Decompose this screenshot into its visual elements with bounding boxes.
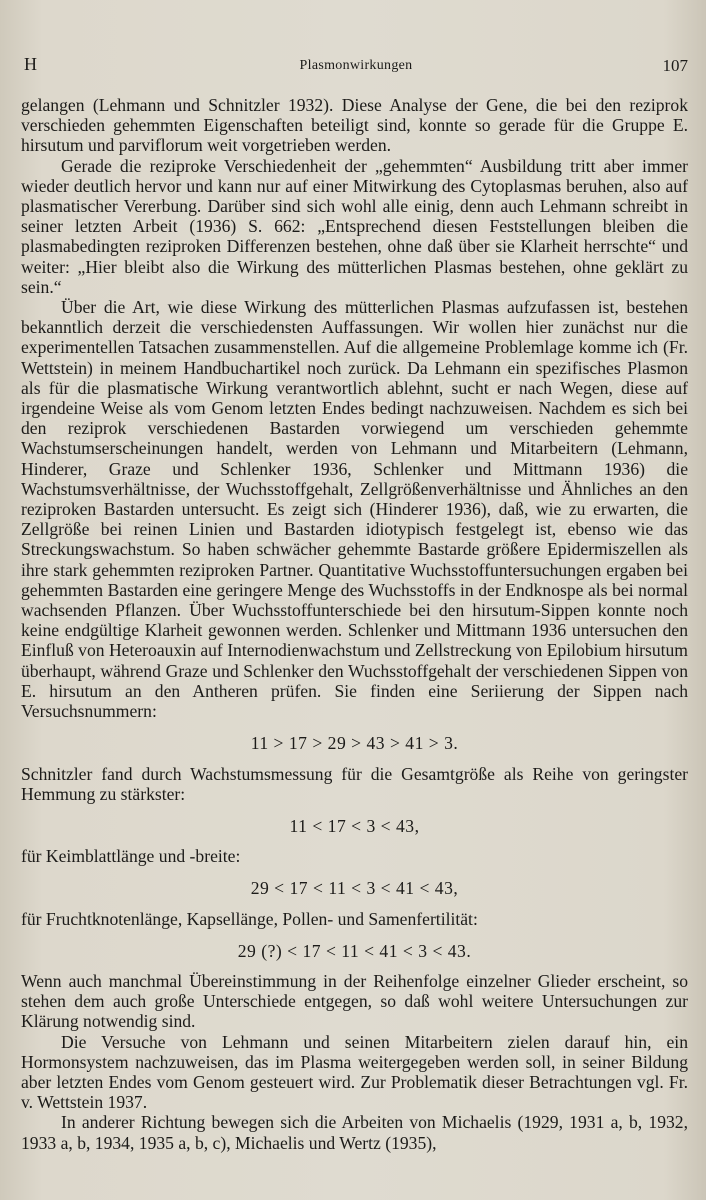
paragraph: In anderer Richtung bewegen sich die Arbeiten von Michaelis (1929, 1931 a, b, 1932, 1933 a, b, 1934, 1935 a, b, c), Michaelis und Wertz (1935), (21, 1112, 688, 1153)
formula-label: für Fruchtknotenlänge, Kapsellänge, Pollen- und Samenfertilität: (21, 908, 478, 929)
body-text (21, 95, 688, 1153)
formula: 11 < 17 < 3 < 43, (289, 815, 420, 836)
formula: 29 (?) < 17 < 11 < 41 < 3 < 43. (237, 940, 472, 961)
page-number: 107 (662, 56, 688, 75)
formula: 11 > 17 > 29 > 43 > 41 > 3. (250, 733, 459, 754)
section-letter: H (24, 54, 37, 74)
paragraph: gelangen (Lehmann und Schnitzler 1932). Diese Analyse der Gene, die bei den reziprok verschieden gehemmten Eigenschaften beteiligt sind, konnte so gerade für die Gruppe E. hirsutum und parviflorum weit vorgetrieben werden. (21, 95, 688, 156)
running-header (24, 54, 688, 82)
paragraph: Schnitzler fand durch Wachstumsmessung für die Gesamtgröße als Reihe von geringster Hemmung zu stärkster: (21, 763, 688, 804)
running-title: Plasmonwirkungen (299, 58, 413, 73)
formula-label: für Keimblattlänge und -breite: (21, 846, 241, 867)
paragraph: Wenn auch manchmal Übereinstimmung in der Reihenfolge einzelner Glieder erscheint, so stehen dem auch große Unterschiede entgegen, so daß wohl weitere Untersuchungen zur Klärung notwendig sind. (21, 970, 688, 1032)
paragraph: Gerade die reziproke Verschiedenheit der „gehemmten“ Ausbildung tritt aber immer wieder deutlich hervor und kann nur auf einer Mitwirkung des Cytoplasmas beruhen, also auf plasmatischer Vererbung. Darüber sind sich wohl alle einig, denn auch Lehmann schreibt in seiner letzten Arbeit (1936) S. 662: „Entsprechend diesen Feststellungen bleiben die plasmabedingten reziproken Differenzen bestehen, ohne daß über sie Klarheit herrschte“ und weiter: „Hier bleibt also die Wirkung des mütterlichen Plasmas bestehen, ohne geklärt zu sein.“ (21, 155, 688, 297)
paragraph: Die Versuche von Lehmann und seinen Mitarbeitern zielen darauf hin, ein Hormonsystem nachzuweisen, das im Plasma weitergegeben werden soll, in seiner Bildung aber letzten Endes vom Genom gesteuert wird. Zur Problematik dieser Betrachtungen vgl. Fr. v. Wettstein 1937. (21, 1031, 688, 1113)
paragraph: Über die Art, wie diese Wirkung des mütterlichen Plasmas aufzufassen ist, bestehen bekanntlich derzeit die verschiedensten Auffassungen. Wir wollen hier zunächst nur die experimentellen Tatsachen zusammenstellen. Auf die allgemeine Problemlage komme ich (Fr. Wettstein) in meinem Handbuchartikel noch zurück. Da Lehmann ein spezifisches Plasmon als für die plasmatische Wirkung verantwortlich ablehnt, sucht er nach Wegen, diese auf irgendeine Weise als vom Genom letzten Endes bedingt nachzuweisen. Nachdem es sich bei den reziprok verschiedenen Bastarden vorwiegend um verschieden gehemmte Wachstumserscheinungen handelt, werden von Lehmann und Mitarbeitern (Lehmann, Hinderer, Graze und Schlenker 1936, Schlenker und Mittmann 1936) die Wachstumsverhältnisse, der Wuchsstoffgehalt, Zellgrößenverhältnisse und Ähnliches an den reziproken Bastarden untersucht. Es zeigt sich (Hinderer 1936), daß, wie zu erwarten, die Zellgröße bei reinen Linien und Bastarden idiotypisch festgelegt ist, ebenso wie das Streckungswachstum. So haben schwächer gehemmte Bastarde größere Epidermiszellen als ihre stark gehemmten reziproken Partner. Quantitative Wuchsstoffuntersuchungen ergaben bei gehemmten Bastarden eine geringere Menge des Wuchsstoffs in der Endknospe als bei normal wachsenden Pflanzen. Über Wuchsstoffunterschiede bei den hirsutum-Sippen konnte noch keine endgültige Klarheit gewonnen werden. Schlenker und Mittmann 1936 untersuchen den Einfluß von Heteroauxin auf Internodienwachstum und Zellstreckung von Epilobium hirsutum überhaupt, während Graze und Schlenker den Wuchsstoffgehalt der verschiedenen Sippen von E. hirsutum an den Antheren prüfen. Sie finden eine Seriierung der Sippen nach Versuchsnummern: (21, 297, 688, 722)
formula: 29 < 17 < 11 < 3 < 41 < 43, (250, 878, 459, 899)
